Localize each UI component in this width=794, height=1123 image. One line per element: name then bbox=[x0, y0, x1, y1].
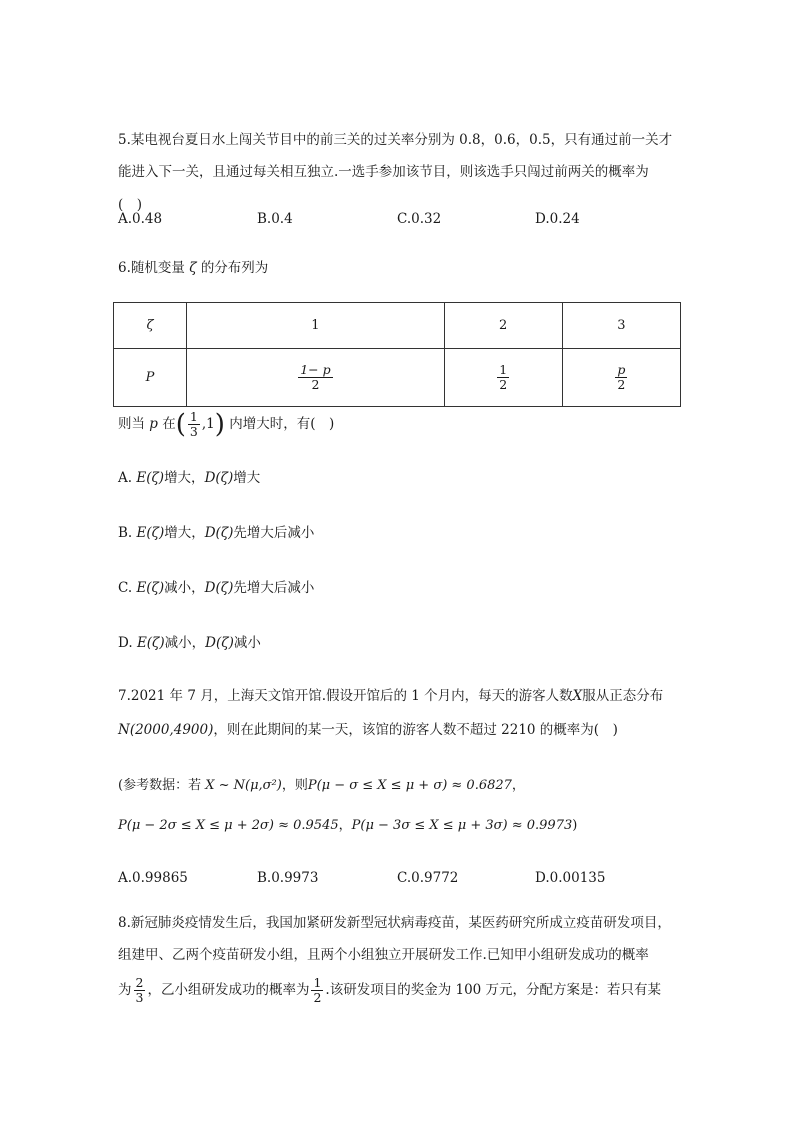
q6-option-a bbox=[118, 468, 260, 488]
option-letter: B. bbox=[118, 525, 137, 541]
q7-option-a: A.0.99865 bbox=[118, 870, 188, 886]
option-text: 增大， bbox=[164, 525, 205, 541]
q5-option-a: A.0.48 bbox=[118, 211, 163, 227]
fraction bbox=[497, 363, 509, 392]
q6-intro-suffix: 的分布列为 bbox=[200, 260, 269, 276]
q7-math: N(2000,4900) bbox=[118, 722, 214, 738]
table-row bbox=[114, 303, 681, 349]
q5-line-2: 能进入下一关，且通过每关相互独立.一选手参加该节目，则该选手只闯过前两关的概率为 bbox=[118, 164, 649, 180]
fraction bbox=[311, 976, 323, 1005]
option-text: 先增大后减小 bbox=[233, 580, 315, 596]
fraction-numerator: 1 bbox=[313, 975, 322, 990]
q7-text: ，则在此期间的某一天，该馆的游客人数不超过 2210 的概率为( ) bbox=[213, 722, 618, 738]
q7-ref-line-1 bbox=[118, 776, 525, 796]
q7-text: 7.2021 年 7 月，上海天文馆开馆.假设开馆后的 1 个月内，每天的游客人数 bbox=[118, 688, 573, 704]
fraction-numerator: 1 bbox=[499, 362, 508, 377]
table-cell: 3 bbox=[562, 303, 680, 349]
option-text: 减小 bbox=[233, 635, 261, 651]
q6-cond-in: 在 bbox=[162, 416, 176, 432]
expectation: E(ζ) bbox=[136, 635, 165, 651]
q7-ref-math: P(μ − σ ≤ X ≤ μ + σ) ≈ 0.6827 bbox=[307, 778, 512, 793]
q6-option-d bbox=[118, 633, 261, 653]
fraction bbox=[615, 363, 627, 392]
fraction-numerator: 1− p bbox=[300, 362, 331, 377]
variance: D(ζ) bbox=[205, 635, 234, 651]
q7-ref-text: (参考数据：若 bbox=[118, 778, 202, 793]
q7-ref-math: P(μ − 3σ ≤ X ≤ μ + 3σ) ≈ 0.9973 bbox=[351, 818, 573, 833]
q7-ref-text: ，则 bbox=[281, 778, 308, 793]
q7-ref-math: X ~ N(μ,σ²) bbox=[205, 778, 282, 793]
right-paren: ) bbox=[214, 409, 225, 440]
q7-option-c: C.0.9772 bbox=[397, 870, 459, 886]
q7-line-1 bbox=[118, 686, 663, 706]
q6-cond-prefix: 则当 bbox=[118, 416, 145, 432]
q5-option-d: D.0.24 bbox=[535, 211, 580, 227]
fraction-denominator: 2 bbox=[617, 377, 626, 392]
q6-intro bbox=[118, 258, 268, 278]
table-cell: 1 bbox=[187, 303, 445, 349]
option-letter: C. bbox=[118, 580, 137, 596]
q5-line-3: ( ) bbox=[118, 197, 143, 213]
q6-intro-prefix: 6.随机变量 bbox=[118, 260, 185, 276]
q6-cond-suffix: 内增大时，有( ) bbox=[229, 416, 335, 432]
option-text: 增大， bbox=[164, 470, 205, 486]
q5-option-c: C.0.32 bbox=[397, 211, 442, 227]
table-cell: ζ bbox=[114, 303, 187, 349]
table-cell: P bbox=[114, 349, 187, 407]
q8-text: 为 bbox=[118, 982, 132, 998]
fraction-denominator: 2 bbox=[313, 990, 322, 1005]
q7-ref-math: P(μ − 2σ ≤ X ≤ μ + 2σ) ≈ 0.9545 bbox=[118, 818, 339, 833]
option-letter: A. bbox=[118, 470, 137, 486]
interval-rest: ,1 bbox=[201, 416, 215, 432]
fraction-denominator: 2 bbox=[311, 377, 320, 392]
fraction-denominator: 3 bbox=[189, 424, 198, 439]
q7-ref-text: ， bbox=[338, 818, 352, 833]
fraction bbox=[298, 363, 332, 392]
q8-line-2: 组建甲、乙两个疫苗研发小组，且两个小组独立开展研发工作.已知甲小组研发成功的概率 bbox=[118, 947, 649, 963]
interval-fraction bbox=[188, 410, 200, 439]
q6-intro-var: ζ bbox=[189, 260, 197, 276]
q8-line-3 bbox=[118, 972, 661, 1008]
q5-option-b: B.0.4 bbox=[257, 211, 293, 227]
q7-ref-line-2 bbox=[118, 816, 577, 836]
q7-option-d: D.0.00135 bbox=[535, 870, 606, 886]
table-cell: 2 bbox=[444, 303, 562, 349]
fraction-numerator: 2 bbox=[135, 975, 144, 990]
q7-var: X bbox=[572, 688, 583, 704]
q8-line-1: 8.新冠肺炎疫情发生后，我国加紧研发新型冠状病毒疫苗，某医药研究所成立疫苗研发项目， bbox=[118, 915, 671, 931]
table-cell bbox=[562, 349, 680, 407]
option-text: 减小， bbox=[164, 635, 206, 651]
expectation: E(ζ) bbox=[136, 580, 165, 596]
option-text: 先增大后减小 bbox=[233, 525, 315, 541]
expectation: E(ζ) bbox=[136, 470, 165, 486]
q8-text: .该研发项目的奖金为 100 万元，分配方案是：若只有某 bbox=[325, 982, 662, 998]
variance: D(ζ) bbox=[204, 580, 234, 596]
q7-line-2 bbox=[118, 720, 618, 740]
table-row bbox=[114, 349, 681, 407]
expectation: E(ζ) bbox=[136, 525, 165, 541]
q7-option-b: B.0.9973 bbox=[257, 870, 319, 886]
q6-option-c bbox=[118, 578, 314, 598]
option-text: 增大 bbox=[233, 470, 261, 486]
q6-cond-var: p bbox=[149, 416, 158, 432]
variance: D(ζ) bbox=[204, 470, 234, 486]
option-letter: D. bbox=[118, 635, 137, 651]
fraction bbox=[134, 976, 146, 1005]
fraction-numerator: 1 bbox=[189, 409, 198, 424]
table-cell bbox=[187, 349, 445, 407]
variance: D(ζ) bbox=[204, 525, 234, 541]
q7-ref-text: ) bbox=[572, 818, 578, 833]
q8-text: ，乙小组研发成功的概率为 bbox=[147, 982, 310, 998]
fraction-denominator: 3 bbox=[135, 990, 144, 1005]
fraction-numerator: p bbox=[617, 362, 626, 377]
fraction-denominator: 2 bbox=[499, 377, 508, 392]
table-cell bbox=[444, 349, 562, 407]
q7-ref-text: ， bbox=[511, 778, 525, 793]
q6-option-b bbox=[118, 523, 314, 543]
left-paren: ( bbox=[175, 409, 186, 440]
q7-text: 服从正态分布 bbox=[582, 688, 664, 704]
option-text: 减小， bbox=[164, 580, 205, 596]
distribution-table bbox=[113, 302, 681, 407]
q6-condition bbox=[118, 406, 334, 443]
q5-line-1: 5.某电视台夏日水上闯关节目中的前三关的过关率分别为 0.8，0.6，0.5，只有通过前一关才 bbox=[118, 132, 673, 148]
